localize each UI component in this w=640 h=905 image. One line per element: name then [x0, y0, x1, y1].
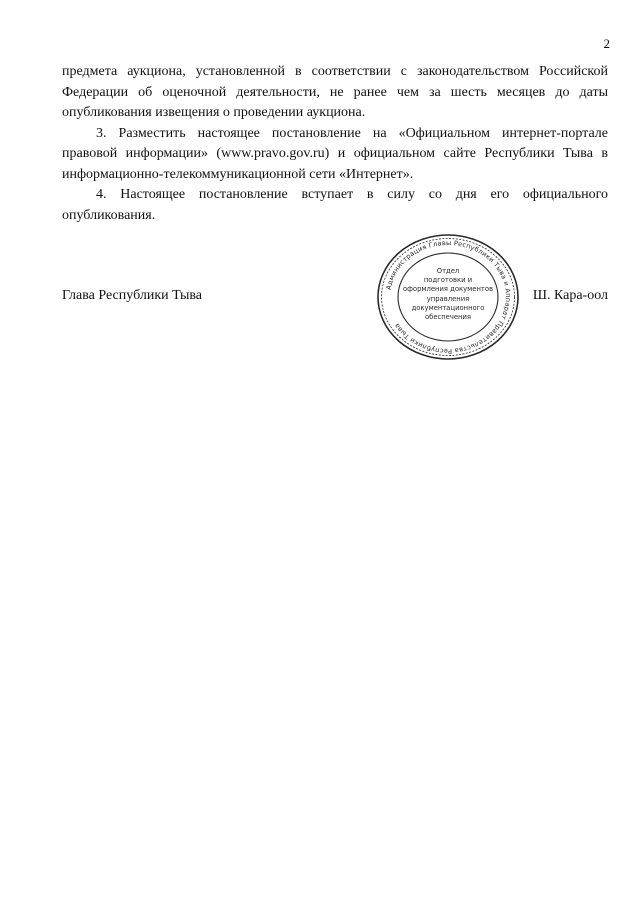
seal-outer-text: Администрация Главы Республики Тыва и Аппарат Правительства Республики Тыва [384, 238, 513, 356]
document-body [62, 62, 608, 226]
signatory-title: Глава Республики Тыва [62, 288, 203, 303]
paragraph-continuation: предмета аукциона, установленной в соответствии с законодательством Российской Федерации об оценочной деятельности, не ранее чем за шесть месяцев до даты опубликования извещения о проведении аукциона. [62, 64, 608, 120]
paragraph-3: 3. Разместить настоящее постановление на «Официальном интернет-портале правовой информации» (www.pravo.gov.ru) и официальном сайте Республики Тыва в информационно-телекоммуникационной сети «Интернет». [62, 125, 608, 182]
seal-inner-line: оформления документов [402, 285, 494, 293]
signatory-name: Ш. Кара-оол [532, 288, 608, 303]
seal-inner-line: управления [426, 295, 470, 303]
paragraph-4: 4. Настоящее постановление вступает в силу со дня его официального опубликования. [62, 187, 608, 223]
page-number: 2 [603, 36, 610, 51]
seal-inner-line: обеспечения [424, 313, 472, 321]
seal-inner-line: Отдел [436, 267, 460, 275]
official-seal [372, 232, 524, 362]
seal-inner-line: документационного [411, 304, 485, 312]
seal-inner-line: подготовки и [423, 276, 473, 284]
